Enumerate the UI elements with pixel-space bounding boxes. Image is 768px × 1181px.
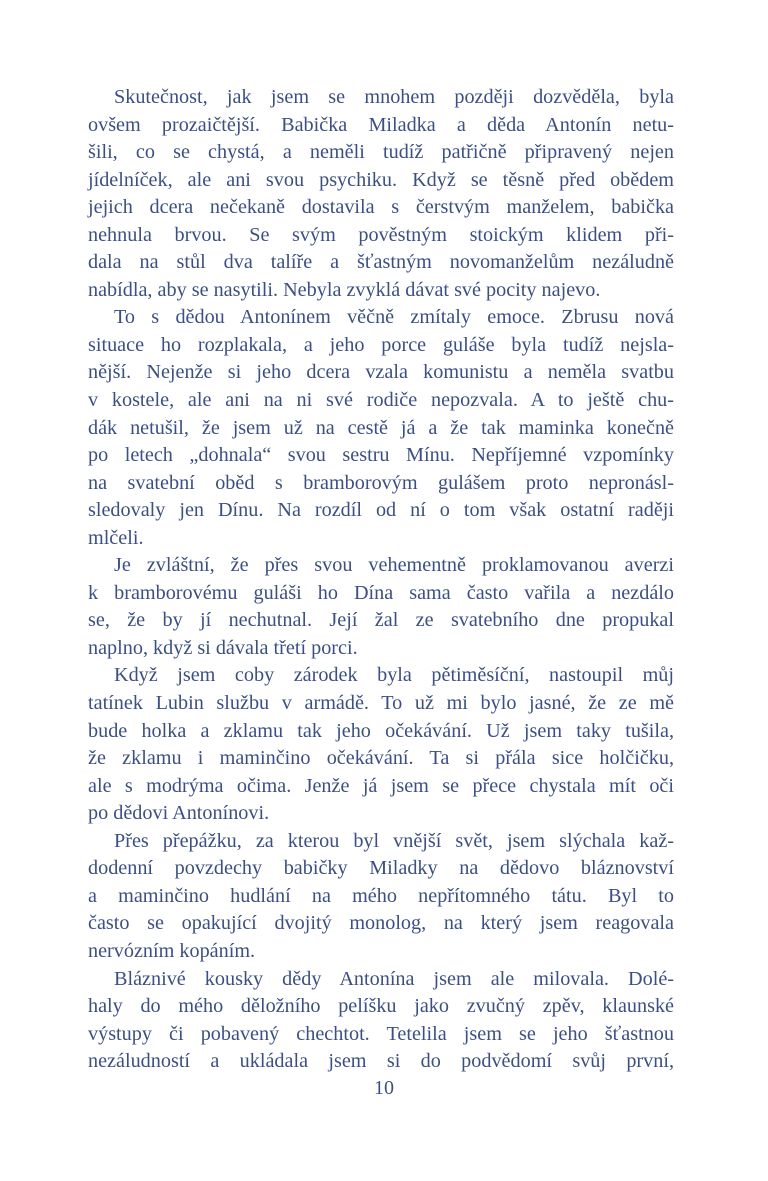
text-line: jejich dcera nečekaně dostavila s čerstvým manželem, babička: [88, 196, 674, 219]
text-line: nezáludností a ukládala jsem si do podvědomí svůj první,: [88, 1050, 674, 1073]
text-line: dodenní povzdechy babičky Miladky na dědovo bláznovství: [88, 857, 674, 880]
page-number: 10: [374, 1077, 394, 1099]
paragraph: [88, 662, 674, 827]
text-line: nabídla, aby se nasytili. Nebyla zvyklá dávat své pocity najevo.: [88, 278, 601, 301]
text-line: jídelníček, ale ani svou psychiku. Když se těsně před obědem: [88, 168, 674, 191]
text-line: Je zvláštní, že přes svou vehementně proklamovanou averzi: [114, 554, 674, 577]
text-line: Skutečnost, jak jsem se mnohem později dozvěděla, byla: [114, 86, 674, 108]
text-line: ale s modrýma očima. Jenže já jsem se přece chystala mít oči: [88, 774, 674, 797]
paragraph: [88, 966, 674, 1076]
text-line: bude holka a zklamu tak jeho očekávání. Už jsem taky tušila,: [88, 719, 674, 742]
text-line: sledovaly jen Dínu. Na rozdíl od ní o tom však ostatní raději: [88, 499, 674, 522]
text-line: nervózním kopáním.: [88, 939, 256, 962]
text-line: mlčeli.: [88, 526, 144, 549]
text-line: že zklamu i maminčino očekávání. Ta si přála sice holčičku,: [88, 747, 674, 770]
text-line: tatínek Lubin službu v armádě. To už mi bylo jasné, že ze mě: [88, 692, 674, 715]
text-line: ovšem prozaičtější. Babička Miladka a děda Antonín netu-: [88, 113, 674, 136]
text-line: Přes přepážku, za kterou byl vnější svět, jsem slýchala kaž-: [114, 829, 674, 852]
text-line: často se opakující dvojitý monolog, na který jsem reagovala: [88, 912, 674, 935]
body-text: [88, 84, 674, 1076]
text-line: Bláznivé kousky dědy Antonína jsem ale milovala. Dolé-: [114, 967, 674, 990]
text-line: naplno, když si dávala třetí porci.: [88, 636, 358, 659]
paragraph: [88, 828, 674, 966]
text-line: výstupy či pobavený chechtot. Tetelila jsem se jeho šťastnou: [88, 1022, 674, 1045]
text-line: haly do mého děložního pelíšku jako zvučný zpěv, klaunské: [88, 995, 674, 1018]
text-line: situace ho rozplakala, a jeho porce guláše byla tudíž nejsla-: [88, 333, 674, 356]
text-line: nehnula brvou. Se svým pověstným stoickým klidem při-: [88, 223, 674, 246]
text-line: po dědovi Antonínovi.: [88, 802, 270, 825]
text-line: nější. Nejenže si jeho dcera vzala komunistu a neměla svatbu: [88, 361, 674, 384]
text-line: k bramborovému guláši ho Dína sama často vařila a nezdálo: [88, 581, 674, 604]
text-line: dala na stůl dva talíře a šťastným novomanželům nezáludně: [88, 251, 674, 274]
paragraph: [88, 552, 674, 662]
text-line: se, že by jí nechutnal. Její žal ze svatebního dne propukal: [88, 609, 674, 632]
text-line: na svatební oběd s bramborovým gulášem proto nepronásl-: [88, 471, 674, 494]
text-line: dák netušil, že jsem už na cestě já a že tak maminka konečně: [88, 416, 674, 439]
paragraph: [88, 304, 674, 552]
text-line: po letech „dohnala“ svou sestru Mínu. Nepříjemné vzpomínky: [88, 444, 674, 467]
text-line: v kostele, ale ani na ni své rodiče nepozvala. A to ještě chu-: [88, 389, 674, 412]
text-line: Když jsem coby zárodek byla pětiměsíční, nastoupil můj: [114, 664, 674, 687]
text-line: a maminčino hudlání na mého nepřítomného tátu. Byl to: [88, 884, 674, 907]
text-line: To s dědou Antonínem věčně zmítaly emoce. Zbrusu nová: [114, 306, 674, 329]
paragraph: [88, 84, 674, 304]
text-line: šili, co se chystá, a neměli tudíž patřičně připravený nejen: [88, 141, 674, 164]
